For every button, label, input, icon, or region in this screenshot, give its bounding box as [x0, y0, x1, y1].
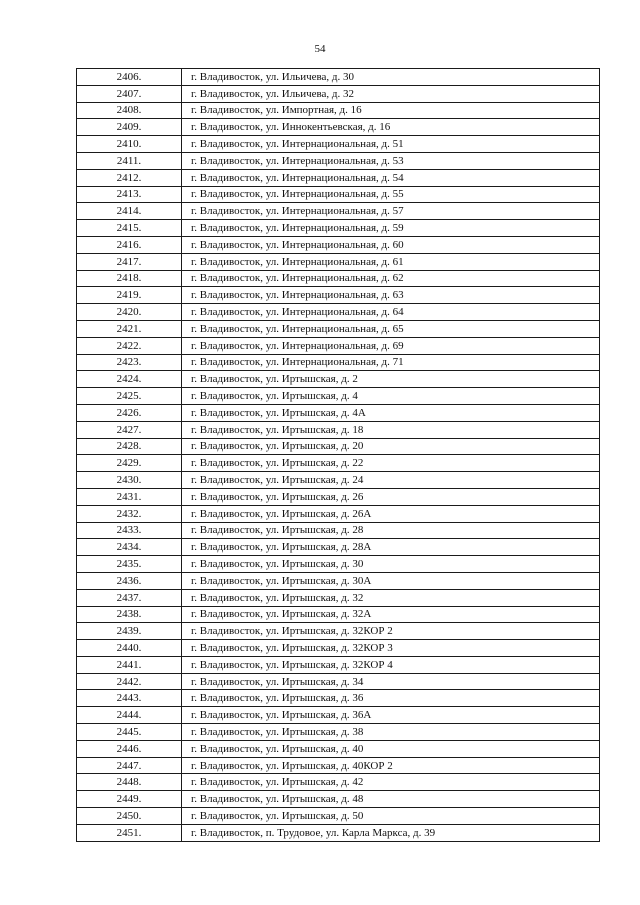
row-address: г. Владивосток, ул. Иртышская, д. 48 [182, 791, 600, 808]
row-number: 2426. [77, 404, 182, 421]
row-number: 2428. [77, 438, 182, 455]
row-number: 2408. [77, 102, 182, 119]
row-number: 2430. [77, 472, 182, 489]
row-number: 2436. [77, 572, 182, 589]
row-number: 2450. [77, 808, 182, 825]
row-number: 2427. [77, 421, 182, 438]
row-number: 2423. [77, 354, 182, 371]
row-number: 2435. [77, 556, 182, 573]
row-address: г. Владивосток, п. Трудовое, ул. Карла Маркса, д. 39 [182, 824, 600, 841]
row-number: 2407. [77, 85, 182, 102]
row-number: 2412. [77, 169, 182, 186]
row-address: г. Владивосток, ул. Иртышская, д. 26А [182, 505, 600, 522]
table-row [77, 774, 600, 791]
row-number: 2439. [77, 623, 182, 640]
table-row [77, 203, 600, 220]
table-row [77, 354, 600, 371]
table-row [77, 606, 600, 623]
table-row [77, 740, 600, 757]
row-address: г. Владивосток, ул. Импортная, д. 16 [182, 102, 600, 119]
table-row [77, 236, 600, 253]
table-row [77, 85, 600, 102]
row-address: г. Владивосток, ул. Иртышская, д. 18 [182, 421, 600, 438]
table-row [77, 824, 600, 841]
row-address: г. Владивосток, ул. Иртышская, д. 20 [182, 438, 600, 455]
row-address: г. Владивосток, ул. Иртышская, д. 30А [182, 572, 600, 589]
row-number: 2447. [77, 757, 182, 774]
row-address: г. Владивосток, ул. Иртышская, д. 32КОР 2 [182, 623, 600, 640]
row-number: 2451. [77, 824, 182, 841]
table-row [77, 539, 600, 556]
table-row [77, 287, 600, 304]
row-address: г. Владивосток, ул. Интернациональная, д. 57 [182, 203, 600, 220]
row-number: 2410. [77, 136, 182, 153]
table-row [77, 270, 600, 287]
table-row [77, 186, 600, 203]
table-row [77, 572, 600, 589]
row-address: г. Владивосток, ул. Иннокентьевская, д. 16 [182, 119, 600, 136]
row-number: 2441. [77, 656, 182, 673]
table-row [77, 808, 600, 825]
table-row [77, 522, 600, 539]
row-number: 2409. [77, 119, 182, 136]
row-number: 2420. [77, 304, 182, 321]
row-number: 2433. [77, 522, 182, 539]
table-row [77, 556, 600, 573]
row-address: г. Владивосток, ул. Интернациональная, д. 53 [182, 152, 600, 169]
row-address: г. Владивосток, ул. Иртышская, д. 36А [182, 707, 600, 724]
row-number: 2421. [77, 320, 182, 337]
row-address: г. Владивосток, ул. Иртышская, д. 32 [182, 589, 600, 606]
row-address: г. Владивосток, ул. Иртышская, д. 50 [182, 808, 600, 825]
table-row [77, 371, 600, 388]
row-address: г. Владивосток, ул. Интернациональная, д. 62 [182, 270, 600, 287]
row-number: 2432. [77, 505, 182, 522]
table-row [77, 438, 600, 455]
row-address: г. Владивосток, ул. Иртышская, д. 28А [182, 539, 600, 556]
row-address: г. Владивосток, ул. Иртышская, д. 34 [182, 673, 600, 690]
row-address: г. Владивосток, ул. Интернациональная, д. 54 [182, 169, 600, 186]
table-row [77, 589, 600, 606]
table-row [77, 640, 600, 657]
table-row [77, 488, 600, 505]
address-table-body [77, 69, 600, 842]
table-row [77, 623, 600, 640]
row-address: г. Владивосток, ул. Иртышская, д. 22 [182, 455, 600, 472]
row-number: 2415. [77, 220, 182, 237]
row-address: г. Владивосток, ул. Иртышская, д. 40КОР 2 [182, 757, 600, 774]
row-number: 2431. [77, 488, 182, 505]
row-address: г. Владивосток, ул. Иртышская, д. 38 [182, 724, 600, 741]
row-number: 2434. [77, 539, 182, 556]
table-row [77, 102, 600, 119]
row-address: г. Владивосток, ул. Иртышская, д. 30 [182, 556, 600, 573]
table-row [77, 724, 600, 741]
row-address: г. Владивосток, ул. Интернациональная, д. 63 [182, 287, 600, 304]
table-row [77, 757, 600, 774]
table-row [77, 455, 600, 472]
row-address: г. Владивосток, ул. Иртышская, д. 4А [182, 404, 600, 421]
row-number: 2418. [77, 270, 182, 287]
row-number: 2442. [77, 673, 182, 690]
row-address: г. Владивосток, ул. Интернациональная, д. 61 [182, 253, 600, 270]
row-number: 2417. [77, 253, 182, 270]
row-number: 2424. [77, 371, 182, 388]
row-number: 2414. [77, 203, 182, 220]
row-address: г. Владивосток, ул. Иртышская, д. 4 [182, 388, 600, 405]
row-address: г. Владивосток, ул. Иртышская, д. 28 [182, 522, 600, 539]
table-row [77, 690, 600, 707]
row-number: 2406. [77, 69, 182, 86]
table-row [77, 253, 600, 270]
table-row [77, 152, 600, 169]
row-number: 2443. [77, 690, 182, 707]
row-number: 2411. [77, 152, 182, 169]
row-address: г. Владивосток, ул. Иртышская, д. 40 [182, 740, 600, 757]
row-address: г. Владивосток, ул. Интернациональная, д. 69 [182, 337, 600, 354]
row-address: г. Владивосток, ул. Иртышская, д. 26 [182, 488, 600, 505]
row-number: 2425. [77, 388, 182, 405]
address-table [76, 68, 600, 842]
row-number: 2438. [77, 606, 182, 623]
row-number: 2437. [77, 589, 182, 606]
row-address: г. Владивосток, ул. Интернациональная, д. 60 [182, 236, 600, 253]
row-number: 2446. [77, 740, 182, 757]
row-address: г. Владивосток, ул. Интернациональная, д. 59 [182, 220, 600, 237]
row-address: г. Владивосток, ул. Иртышская, д. 32КОР 4 [182, 656, 600, 673]
row-address: г. Владивосток, ул. Иртышская, д. 32А [182, 606, 600, 623]
row-address: г. Владивосток, ул. Ильичева, д. 30 [182, 69, 600, 86]
row-number: 2444. [77, 707, 182, 724]
page-number: 54 [314, 43, 326, 55]
table-row [77, 656, 600, 673]
table-row [77, 220, 600, 237]
table-row [77, 472, 600, 489]
table-row [77, 169, 600, 186]
row-number: 2419. [77, 287, 182, 304]
row-number: 2448. [77, 774, 182, 791]
table-row [77, 791, 600, 808]
row-address: г. Владивосток, ул. Интернациональная, д. 64 [182, 304, 600, 321]
table-row [77, 337, 600, 354]
row-number: 2413. [77, 186, 182, 203]
table-row [77, 320, 600, 337]
row-number: 2429. [77, 455, 182, 472]
table-row [77, 673, 600, 690]
row-address: г. Владивосток, ул. Иртышская, д. 42 [182, 774, 600, 791]
row-address: г. Владивосток, ул. Иртышская, д. 24 [182, 472, 600, 489]
row-address: г. Владивосток, ул. Интернациональная, д. 55 [182, 186, 600, 203]
table-row [77, 119, 600, 136]
table-row [77, 136, 600, 153]
table-row [77, 707, 600, 724]
row-address: г. Владивосток, ул. Интернациональная, д. 71 [182, 354, 600, 371]
table-row [77, 421, 600, 438]
row-number: 2440. [77, 640, 182, 657]
table-row [77, 505, 600, 522]
row-number: 2449. [77, 791, 182, 808]
row-address: г. Владивосток, ул. Интернациональная, д. 51 [182, 136, 600, 153]
row-number: 2416. [77, 236, 182, 253]
row-address: г. Владивосток, ул. Иртышская, д. 36 [182, 690, 600, 707]
table-row [77, 404, 600, 421]
table-row [77, 304, 600, 321]
row-address: г. Владивосток, ул. Ильичева, д. 32 [182, 85, 600, 102]
row-address: г. Владивосток, ул. Иртышская, д. 2 [182, 371, 600, 388]
row-address: г. Владивосток, ул. Интернациональная, д. 65 [182, 320, 600, 337]
row-number: 2422. [77, 337, 182, 354]
table-row [77, 69, 600, 86]
table-row [77, 388, 600, 405]
row-address: г. Владивосток, ул. Иртышская, д. 32КОР 3 [182, 640, 600, 657]
row-number: 2445. [77, 724, 182, 741]
